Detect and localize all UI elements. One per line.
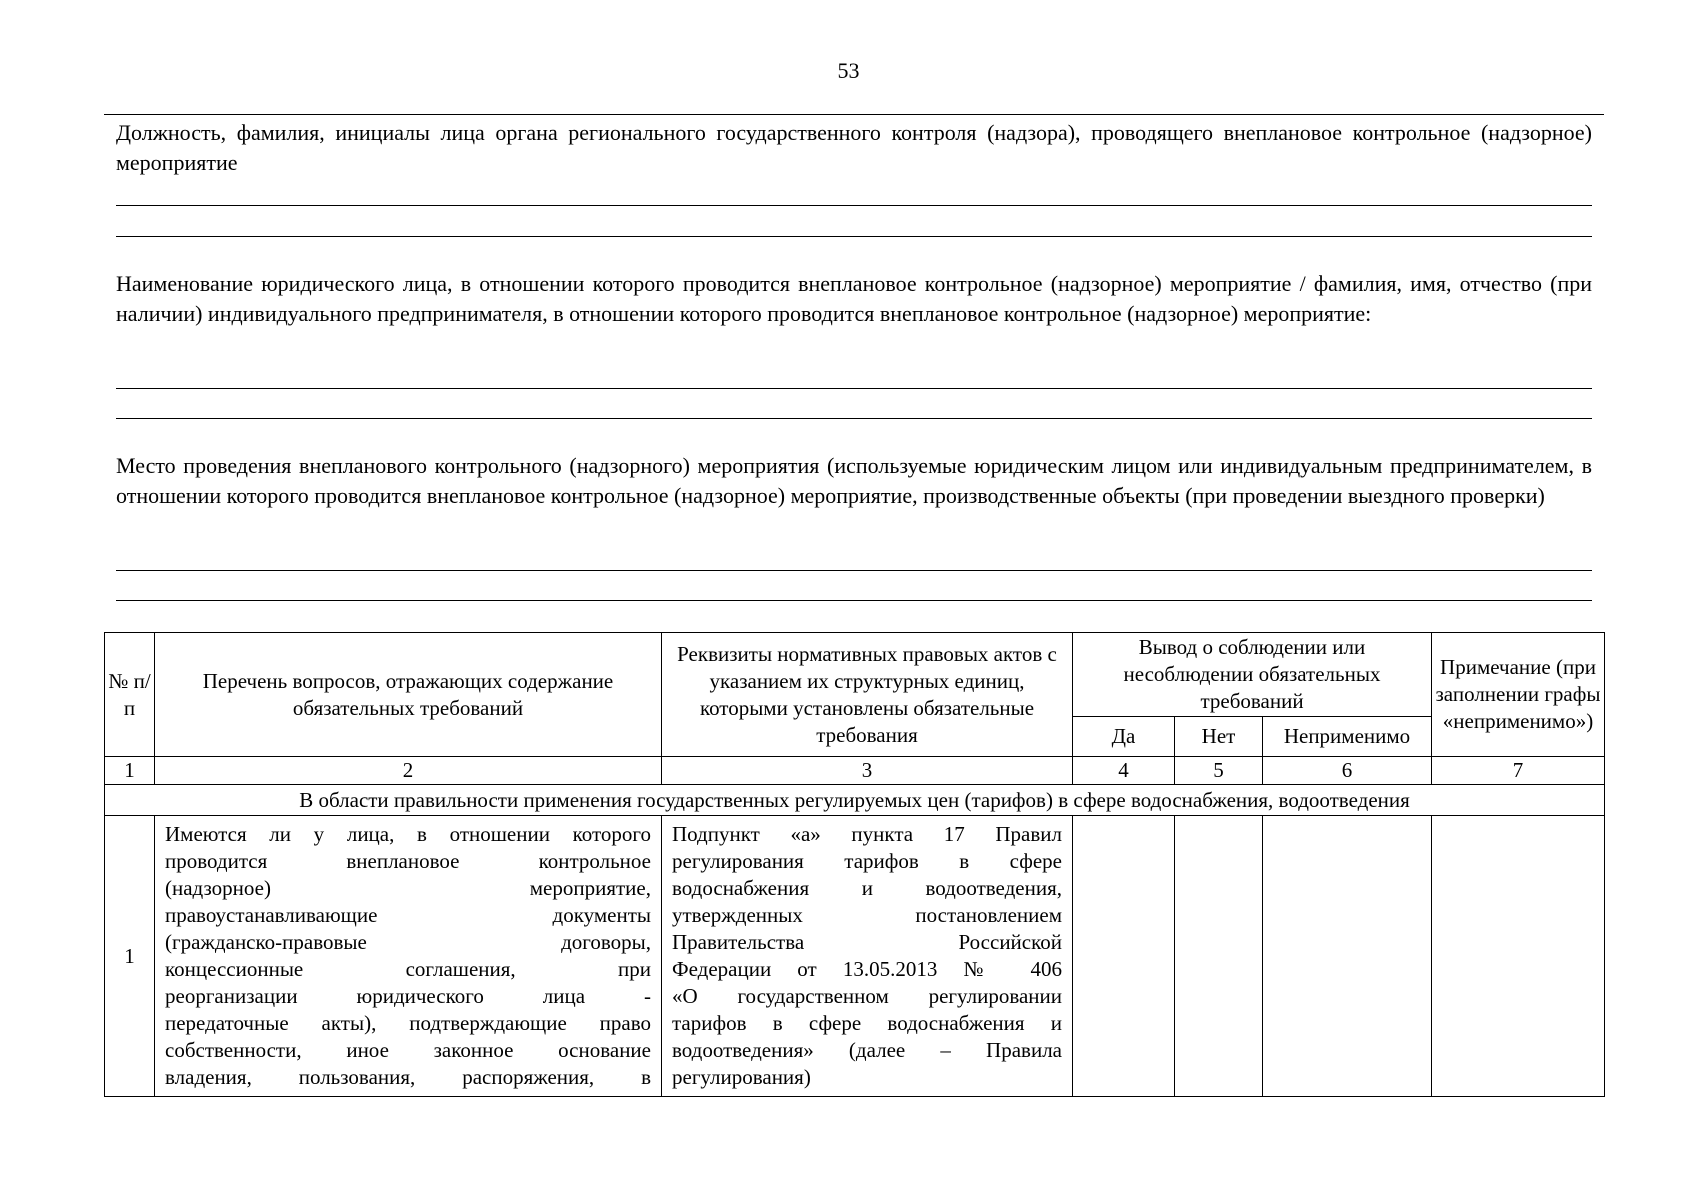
table-row bbox=[105, 816, 1605, 1097]
page-number: 53 bbox=[837, 58, 860, 83]
column-number: 5 bbox=[1175, 757, 1263, 785]
official-position-label: Должность, фамилия, инициалы лица органа регионального государственного контроля (надзора), проводящего внеплановое контрольное (надзорное) мероприятие bbox=[116, 120, 1592, 175]
fill-line[interactable] bbox=[116, 205, 1592, 206]
header-conclusion: Вывод о соблюдении или несоблюдении обязательных требований bbox=[1073, 633, 1432, 717]
column-number: 2 bbox=[155, 757, 662, 785]
question-line: собственности, иное законное основание bbox=[165, 1038, 651, 1062]
section-title: В области правильности применения государственных регулируемых цен (тарифов) в сфере водоснабжения, водоотведения bbox=[105, 785, 1605, 816]
column-number: 6 bbox=[1263, 757, 1432, 785]
question-cell bbox=[155, 816, 662, 1097]
requisites-cell bbox=[662, 816, 1073, 1097]
header-requisites: Реквизиты нормативных правовых актов с указанием их структурных единиц, которыми установлены обязательные требования bbox=[662, 633, 1073, 757]
column-number: 4 bbox=[1073, 757, 1175, 785]
note-cell[interactable] bbox=[1432, 816, 1605, 1097]
requisite-line: Подпункт «а» пункта 17 Правил bbox=[672, 822, 1062, 846]
fill-line[interactable] bbox=[116, 236, 1592, 237]
no-cell[interactable] bbox=[1175, 816, 1263, 1097]
fill-line[interactable] bbox=[116, 600, 1592, 601]
question-line: (гражданско-правовые договоры, bbox=[165, 930, 651, 954]
location-label: Место проведения внепланового контрольного (надзорного) мероприятия (используемые юридическим лицом или индивидуальным предпринимателем, в отношении которого проводится внеплановое контрольное (надзорное) мероприятие, производственные объекты (при проведении выездного проверки) bbox=[116, 453, 1592, 508]
header-no: Нет bbox=[1175, 717, 1263, 757]
requisite-line: регулирования тарифов в сфере bbox=[672, 849, 1062, 873]
legal-entity-label: Наименование юридического лица, в отношении которого проводится внеплановое контрольное (надзорное) мероприятие / фамилия, имя, отчество (при наличии) индивидуального предпринимателя, в отношении которого проводится внеплановое контрольное (надзорное) мероприятие: bbox=[116, 271, 1592, 326]
not-applicable-cell[interactable] bbox=[1263, 816, 1432, 1097]
question-line: реорганизации юридического лица - bbox=[165, 984, 651, 1008]
requisite-line: водоснабжения и водоотведения, bbox=[672, 876, 1062, 900]
column-number: 3 bbox=[662, 757, 1073, 785]
header-note: Примечание (при заполнении графы «неприменимо») bbox=[1432, 633, 1605, 757]
question-line: концессионные соглашения, при bbox=[165, 957, 651, 981]
requisite-line: регулирования) bbox=[672, 1065, 811, 1089]
header-not-applicable: Неприменимо bbox=[1263, 717, 1432, 757]
question-line: проводится внеплановое контрольное bbox=[165, 849, 651, 873]
section-row bbox=[105, 785, 1605, 816]
column-number: 7 bbox=[1432, 757, 1605, 785]
fill-line[interactable] bbox=[116, 570, 1592, 571]
requisite-line: утвержденных постановлением bbox=[672, 903, 1062, 927]
requisite-line: Правительства Российской bbox=[672, 930, 1062, 954]
row-number: 1 bbox=[105, 816, 155, 1097]
question-line: Имеются ли у лица, в отношении которого bbox=[165, 822, 651, 846]
header-yes: Да bbox=[1073, 717, 1175, 757]
question-line: правоустанавливающие документы bbox=[165, 903, 651, 927]
question-line: владения, пользования, распоряжения, в bbox=[165, 1065, 651, 1089]
requisite-line: водоотведения» (далее – Правила bbox=[672, 1038, 1062, 1062]
yes-cell[interactable] bbox=[1073, 816, 1175, 1097]
header-questions: Перечень вопросов, отражающих содержание обязательных требований bbox=[155, 633, 662, 757]
question-line: (надзорное) мероприятие, bbox=[165, 876, 651, 900]
header-rule bbox=[104, 114, 1604, 115]
header-num: № п/п bbox=[105, 633, 155, 757]
requisite-line: «О государственном регулировании bbox=[672, 984, 1062, 1008]
requisite-line: тарифов в сфере водоснабжения и bbox=[672, 1011, 1062, 1035]
fill-line[interactable] bbox=[116, 388, 1592, 389]
checklist-table bbox=[104, 632, 1605, 1097]
question-line: передаточные акты), подтверждающие право bbox=[165, 1011, 651, 1035]
column-numbers-row bbox=[105, 757, 1605, 785]
fill-line[interactable] bbox=[116, 418, 1592, 419]
column-number: 1 bbox=[105, 757, 155, 785]
requisite-line: Федерации от 13.05.2013 № 406 bbox=[672, 957, 1062, 981]
